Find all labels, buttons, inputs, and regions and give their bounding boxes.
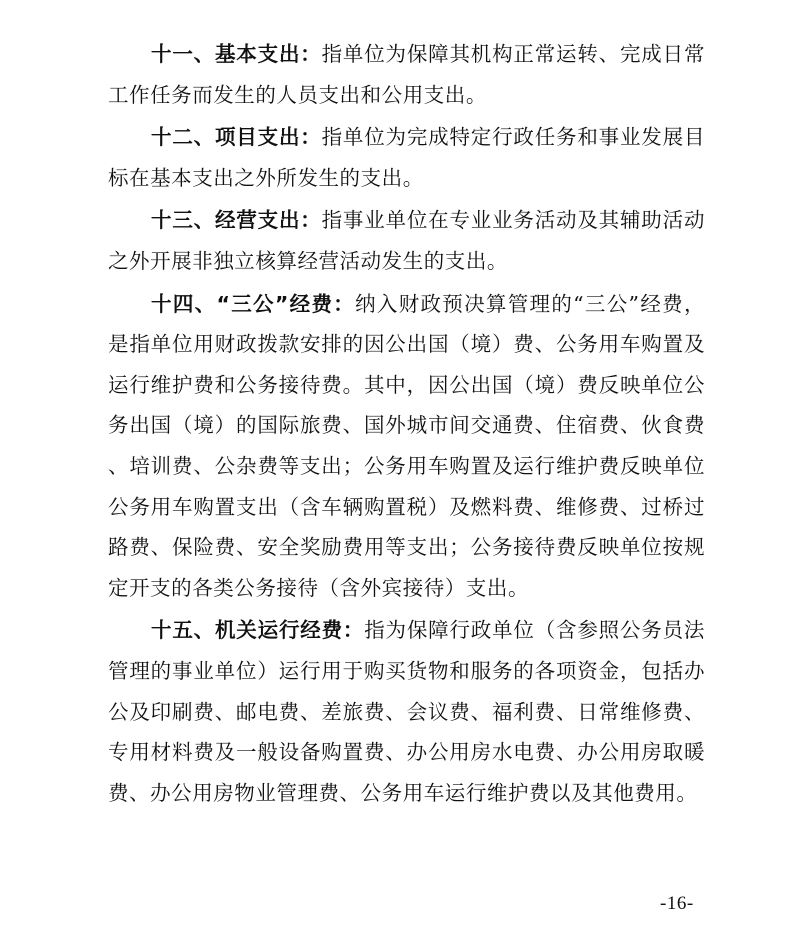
paragraph-project-expenditure	[108, 117, 705, 198]
definition-text: 指为保障行政单位（含参照公务员法管理的事业单位）运行用于购买货物和服务的各项资金，包括办公及印刷费、邮电费、差旅费、会议费、福利费、日常维修费、专用材料费及一般设备购置费、办公用房水电费、办公用房取暖费、办公用房物业管理费、公务用车运行维护费以及其他费用。	[108, 618, 705, 805]
term-label: 十二、项目支出：	[151, 125, 322, 150]
term-label: 十五、机关运行经费：	[151, 618, 365, 643]
term-label: 十四、“三公”经费：	[151, 291, 356, 316]
definition-text: 指单位为完成特定行政任务和事业发展目标在基本支出之外所发生的支出。	[108, 125, 705, 190]
term-label: 十三、经营支出：	[151, 208, 322, 233]
paragraph-basic-expenditure	[108, 34, 705, 115]
definition-text: 指事业单位在专业业务活动及其辅助活动之外开展非独立核算经营活动发生的支出。	[108, 208, 705, 273]
paragraph-operating-expenditure	[108, 200, 705, 281]
page-number: -16-	[660, 893, 694, 914]
paragraph-agency-operating-expenses	[108, 610, 705, 813]
paragraph-three-public-expenses	[108, 284, 705, 609]
document-body	[108, 34, 705, 815]
definition-text: 纳入财政预决算管理的“三公”经费，是指单位用财政拨款安排的因公出国（境）费、公务用车购置及运行维护费和公务接待费。其中，因公出国（境）费反映单位公务出国（境）的国际旅费、国外城市间交通费、住宿费、伙食费、培训费、公杂费等支出；公务用车购置及运行维护费反映单位公务用车购置支出（含车辆购置税）及燃料费、维修费、过桥过路费、保险费、安全奖励费用等支出；公务接待费反映单位按规定开支的各类公务接待（含外宾接待）支出。	[108, 291, 706, 600]
definition-text: 指单位为保障其机构正常运转、完成日常工作任务而发生的人员支出和公用支出。	[108, 42, 705, 107]
term-label: 十一、基本支出：	[151, 42, 322, 66]
